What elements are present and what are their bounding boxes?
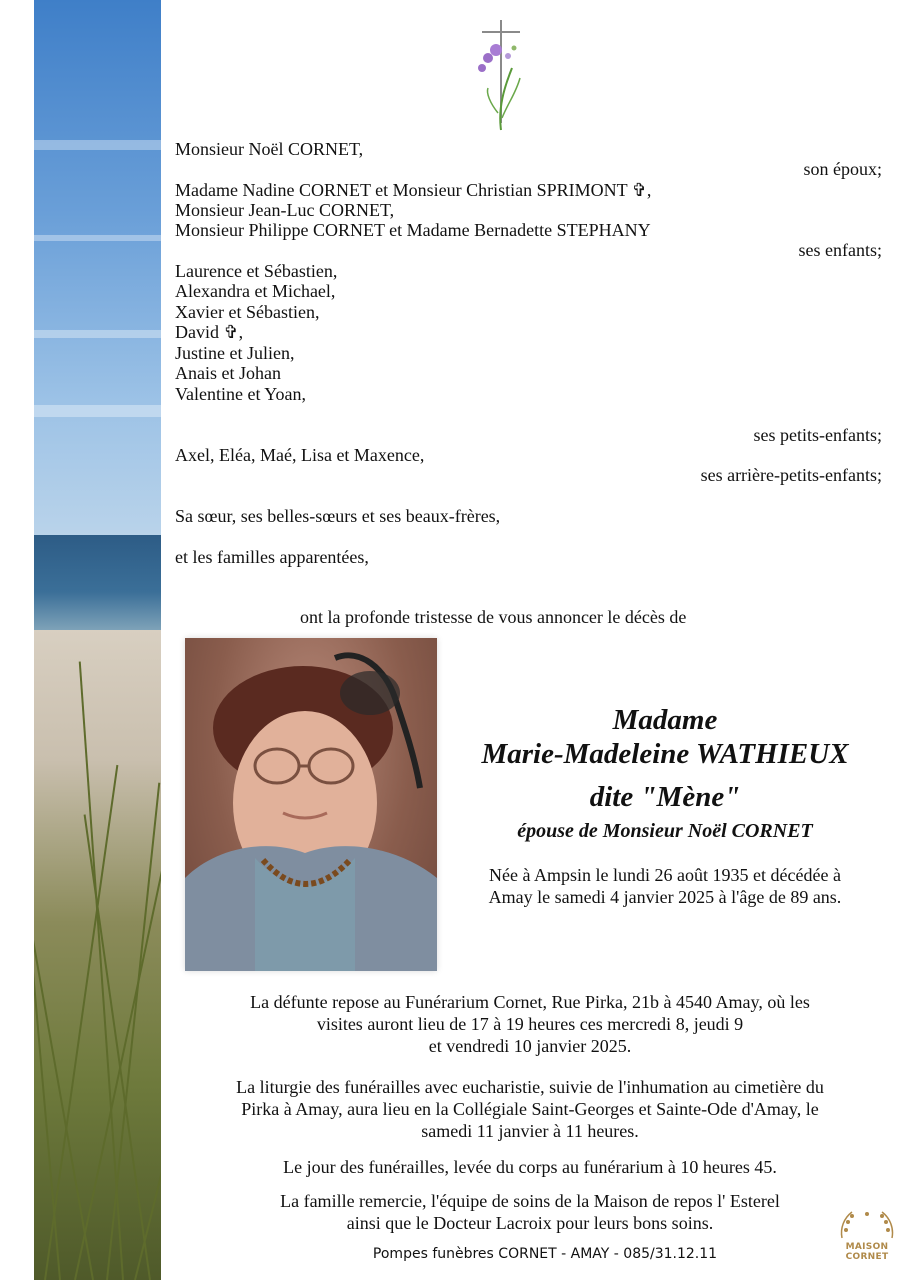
- funeral-home-footer: Pompes funèbres CORNET - AMAY - 085/31.12.11: [372, 1246, 718, 1262]
- dune-grass: [34, 630, 161, 1280]
- child-line: Madame Nadine CORNET et Monsieur Christian SPRIMONT ✞,: [175, 180, 652, 200]
- cross-flower-icon: [468, 18, 532, 134]
- liturgy-line: Pirka à Amay, aura lieu en la Collégiale Saint-Georges et Sainte-Ode d'Amay, le: [241, 1099, 819, 1119]
- children-role: ses enfants;: [798, 240, 882, 260]
- birth-death-line: Amay le samedi 4 janvier 2025 à l'âge de 89 ans.: [488, 887, 842, 907]
- beach-photo-strip: [34, 0, 161, 1280]
- maison-cornet-logo: [832, 1208, 902, 1274]
- spouse-line: épouse de Monsieur Noël CORNET: [517, 820, 813, 842]
- spouse-name: Monsieur Noël CORNET,: [175, 139, 364, 159]
- cloud: [34, 405, 161, 417]
- birth-death-line: Née à Ampsin le lundi 26 août 1935 et décédée à: [489, 865, 841, 885]
- announcement: ont la profonde tristesse de vous annoncer le décès de: [300, 607, 687, 627]
- cloud: [34, 235, 161, 241]
- liturgy-line: samedi 11 janvier à 11 heures.: [421, 1121, 639, 1141]
- logo-text: MAISON CORNET: [845, 1242, 889, 1262]
- grandchild-line: Xavier et Sébastien,: [175, 302, 320, 322]
- grandchild-line: David ✞,: [175, 322, 244, 342]
- visit-line: visites auront lieu de 17 à 19 heures ces mercredi 8, jeudi 9: [316, 1014, 744, 1034]
- siblings-line: Sa sœur, ses belles-sœurs et ses beaux-frères,: [175, 506, 501, 526]
- relatives-line: et les familles apparentées,: [175, 547, 369, 567]
- portrait-photo: [185, 638, 437, 971]
- wheat-wreath-icon: [832, 1208, 902, 1242]
- child-line: Monsieur Jean-Luc CORNET,: [175, 200, 395, 220]
- grandchild-line: Anais et Johan: [175, 363, 281, 383]
- levee-line: Le jour des funérailles, levée du corps au funérarium à 10 heures 45.: [283, 1157, 777, 1177]
- spouse-role: son époux;: [803, 159, 882, 179]
- sea: [34, 535, 161, 630]
- grandchild-line: Justine et Julien,: [175, 343, 295, 363]
- grandchild-line: Valentine et Yoan,: [175, 384, 306, 404]
- liturgy-line: La liturgie des funérailles avec eucharistie, suivie de l'inhumation au cimetière du: [236, 1077, 824, 1097]
- thanks-line: ainsi que le Docteur Lacroix pour leurs bons soins.: [346, 1213, 714, 1233]
- grandchildren-role: ses petits-enfants;: [753, 425, 882, 445]
- deceased-title: Madame: [612, 704, 718, 736]
- great-grandchildren-role: ses arrière-petits-enfants;: [700, 465, 882, 485]
- visit-line: La défunte repose au Funérarium Cornet, Rue Pirka, 21b à 4540 Amay, où les: [250, 992, 810, 1012]
- sky: [34, 0, 161, 535]
- deceased-name: Marie-Madeleine WATHIEUX: [481, 738, 849, 770]
- great-grandchildren: Axel, Eléa, Maé, Lisa et Maxence,: [175, 445, 425, 465]
- grandchild-line: Laurence et Sébastien,: [175, 261, 338, 281]
- deceased-nickname: dite "Mène": [589, 781, 741, 813]
- thanks-line: La famille remercie, l'équipe de soins de la Maison de repos l' Esterel: [280, 1191, 780, 1211]
- grandchild-line: Alexandra et Michael,: [175, 281, 336, 301]
- child-line: Monsieur Philippe CORNET et Madame Bernadette STEPHANY: [175, 220, 651, 240]
- cloud: [34, 140, 161, 150]
- cloud: [34, 330, 161, 338]
- visit-line: et vendredi 10 janvier 2025.: [428, 1036, 632, 1056]
